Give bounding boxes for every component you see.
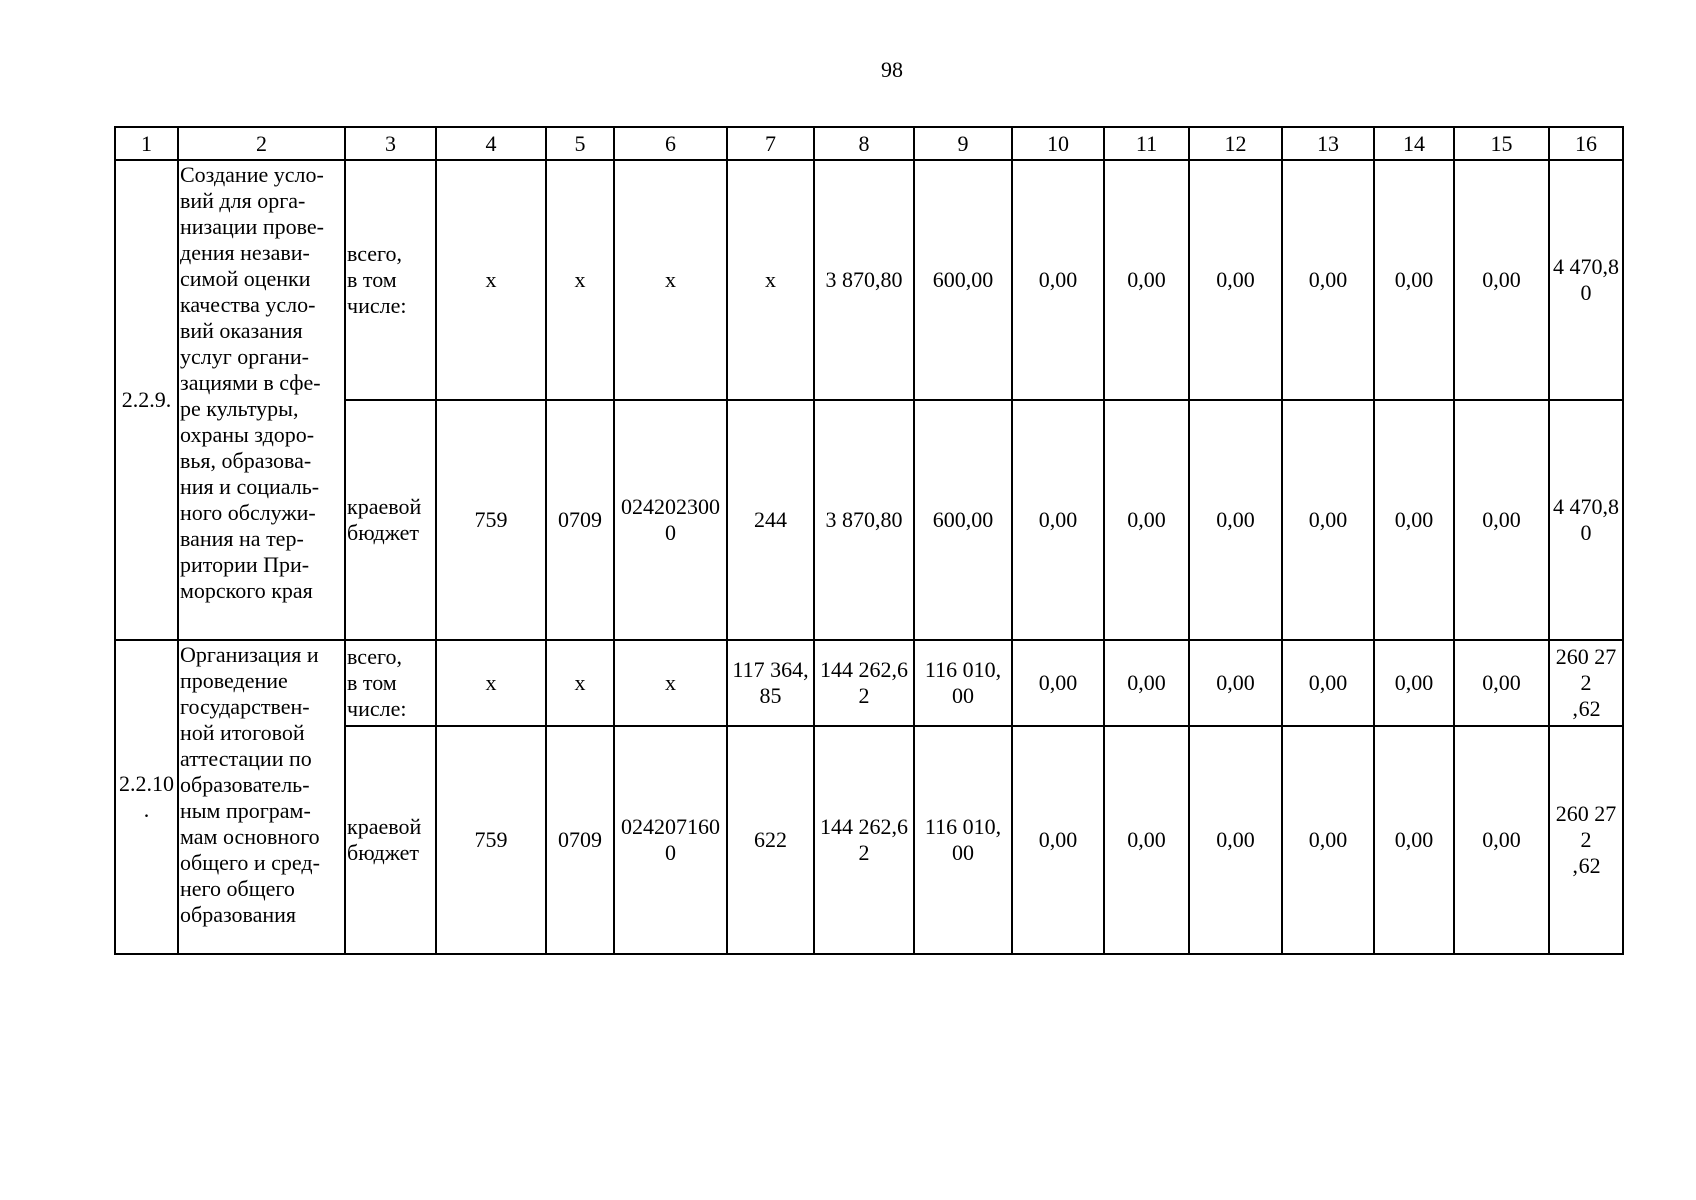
cell-col-4: 759 (436, 726, 546, 954)
cell-col-15: 0,00 (1454, 160, 1549, 400)
header-cell: 2 (178, 127, 345, 160)
funding-type-line: всего, (347, 241, 403, 266)
cell-line: 00 (952, 683, 974, 708)
cell-col-11: 0,00 (1104, 400, 1189, 640)
cell-line: 260 272 (1555, 644, 1617, 695)
cell-col-6 (614, 726, 727, 954)
cell-col-16 (1549, 640, 1623, 726)
header-cell: 6 (614, 127, 727, 160)
cell-col-15: 0,00 (1454, 640, 1549, 726)
page-number: 98 (881, 57, 903, 82)
cell-col-5: x (546, 160, 614, 400)
cell-col-8 (814, 160, 914, 400)
cell-line: 144 262,6 (820, 657, 908, 682)
cell-col-13: 0,00 (1282, 640, 1374, 726)
header-cell: 14 (1374, 127, 1454, 160)
description-line: образователь- (180, 772, 310, 797)
description-line: ритории При- (180, 552, 310, 577)
description-line: вания на тер- (180, 526, 304, 551)
cell-line: 00 (952, 840, 974, 865)
description-line: мам основного (180, 824, 320, 849)
header-cell: 13 (1282, 127, 1374, 160)
cell-col-8 (814, 726, 914, 954)
cell-col-6 (614, 640, 727, 726)
cell-col-12: 0,00 (1189, 640, 1282, 726)
cell-col-12: 0,00 (1189, 400, 1282, 640)
header-cell: 9 (914, 127, 1012, 160)
description-line: Создание усло- (180, 162, 324, 187)
description-line: ния и социаль- (180, 474, 320, 499)
cell-col-6 (614, 160, 727, 400)
cell-col-13: 0,00 (1282, 726, 1374, 954)
description-line: качества усло- (180, 292, 316, 317)
funding-type-line: краевой (347, 814, 422, 839)
cell-line: 600,00 (932, 267, 994, 292)
cell-line: ‚62 (1571, 696, 1601, 721)
cell-col-10: 0,00 (1012, 726, 1104, 954)
table-row (115, 640, 1623, 726)
cell-line: 4 470,8 (1553, 254, 1619, 279)
funding-type-line: числе: (347, 293, 407, 318)
cell-col-9 (914, 640, 1012, 726)
cell-col-7 (727, 640, 814, 726)
description-line: ре культуры, (180, 396, 299, 421)
description-line: низации прове- (180, 214, 324, 239)
row-description-cell (178, 640, 345, 954)
cell-col-7 (727, 400, 814, 640)
cell-line: 3 870,80 (825, 507, 903, 532)
cell-col-10: 0,00 (1012, 640, 1104, 726)
cell-col-14: 0,00 (1374, 726, 1454, 954)
cell-line: x (665, 670, 676, 695)
cell-line: 144 262,6 (820, 814, 908, 839)
header-cell: 16 (1549, 127, 1623, 160)
cell-col-11: 0,00 (1104, 640, 1189, 726)
cell-col-7 (727, 160, 814, 400)
cell-col-14: 0,00 (1374, 640, 1454, 726)
cell-col-14: 0,00 (1374, 160, 1454, 400)
description-line: вья, образова- (180, 448, 312, 473)
cell-line: 0 (1580, 280, 1592, 305)
cell-line: 116 010, (924, 814, 1002, 839)
row-id-line: 2.2.10 (119, 771, 174, 796)
funding-type-cell (345, 400, 436, 640)
cell-line: 244 (754, 507, 787, 532)
cell-col-8 (814, 640, 914, 726)
cell-line: 0 (665, 520, 676, 545)
cell-col-9 (914, 160, 1012, 400)
funding-type-line: всего, (347, 644, 403, 669)
header-cell: 8 (814, 127, 914, 160)
cell-col-12: 0,00 (1189, 726, 1282, 954)
cell-line: x (665, 267, 676, 292)
cell-col-5: 0709 (546, 726, 614, 954)
header-cell: 12 (1189, 127, 1282, 160)
cell-col-4: x (436, 640, 546, 726)
cell-col-10: 0,00 (1012, 400, 1104, 640)
description-line: государствен- (180, 694, 310, 719)
cell-line: 260 272 (1555, 801, 1617, 852)
funding-type-cell (345, 640, 436, 726)
description-line: дения незави- (180, 240, 310, 265)
header-cell: 11 (1104, 127, 1189, 160)
cell-line: 0 (1580, 520, 1592, 545)
header-cell: 4 (436, 127, 546, 160)
cell-col-13: 0,00 (1282, 400, 1374, 640)
description-line: общего и сред- (180, 850, 320, 875)
cell-line: 116 010, (924, 657, 1002, 682)
cell-col-7 (727, 726, 814, 954)
cell-col-13: 0,00 (1282, 160, 1374, 400)
table-row (115, 160, 1623, 400)
funding-type-line: краевой (347, 494, 422, 519)
funding-type-line: в том (347, 267, 397, 292)
cell-col-11: 0,00 (1104, 160, 1189, 400)
header-cell: 15 (1454, 127, 1549, 160)
description-line: ного обслужи- (180, 500, 316, 525)
header-row (115, 127, 1623, 160)
header-cell: 1 (115, 127, 178, 160)
cell-col-4: x (436, 160, 546, 400)
description-line: симой оценки (180, 266, 311, 291)
cell-col-15: 0,00 (1454, 726, 1549, 954)
description-line: вий оказания (180, 318, 303, 343)
cell-col-5: x (546, 640, 614, 726)
cell-col-6 (614, 400, 727, 640)
funding-type-line: в том (347, 670, 397, 695)
cell-line: 622 (754, 827, 787, 852)
description-line: Организация и (180, 642, 319, 667)
description-line: ным програм- (180, 798, 311, 823)
cell-line: ‚62 (1571, 853, 1601, 878)
cell-col-12: 0,00 (1189, 160, 1282, 400)
cell-line: 4 470,8 (1553, 494, 1619, 519)
description-line: морского края (180, 578, 313, 603)
row-id-cell (115, 640, 178, 954)
description-line: услуг органи- (180, 344, 309, 369)
description-line: него общего (180, 876, 295, 901)
cell-line: 85 (759, 683, 782, 708)
description-line: образования (180, 902, 297, 927)
funding-type-cell (345, 726, 436, 954)
cell-col-15: 0,00 (1454, 400, 1549, 640)
description-line: вий для орга- (180, 188, 306, 213)
cell-col-14: 0,00 (1374, 400, 1454, 640)
row-id-cell: 2.2.9. (115, 160, 178, 640)
cell-col-8 (814, 400, 914, 640)
cell-line: x (765, 267, 776, 292)
header-cell: 10 (1012, 127, 1104, 160)
cell-line: 3 870,80 (825, 267, 903, 292)
cell-col-9 (914, 400, 1012, 640)
header-cell: 5 (546, 127, 614, 160)
row-description-cell (178, 160, 345, 640)
description-line: аттестации по (180, 746, 312, 771)
description-line: ной итоговой (180, 720, 305, 745)
cell-line: 024202300 (621, 494, 720, 519)
cell-col-11: 0,00 (1104, 726, 1189, 954)
cell-line: 2 (858, 683, 870, 708)
funding-type-line: бюджет (347, 520, 419, 545)
cell-line: 600,00 (932, 507, 994, 532)
cell-line: 024207160 (621, 814, 720, 839)
description-line: зациями в сфе- (180, 370, 321, 395)
budget-table (114, 126, 1624, 955)
funding-type-line: числе: (347, 696, 407, 721)
cell-col-10: 0,00 (1012, 160, 1104, 400)
cell-col-9 (914, 726, 1012, 954)
header-cell: 7 (727, 127, 814, 160)
cell-col-5: 0709 (546, 400, 614, 640)
header-cell: 3 (345, 127, 436, 160)
cell-line: 117 364, (732, 657, 809, 682)
cell-col-16 (1549, 160, 1623, 400)
description-line: проведение (180, 668, 288, 693)
row-id-line: . (143, 797, 150, 822)
cell-line: 2 (858, 840, 870, 865)
cell-col-16 (1549, 400, 1623, 640)
cell-col-4: 759 (436, 400, 546, 640)
funding-type-line: бюджет (347, 840, 419, 865)
funding-type-cell (345, 160, 436, 400)
cell-col-16 (1549, 726, 1623, 954)
cell-line: 0 (665, 840, 676, 865)
description-line: охраны здоро- (180, 422, 315, 447)
